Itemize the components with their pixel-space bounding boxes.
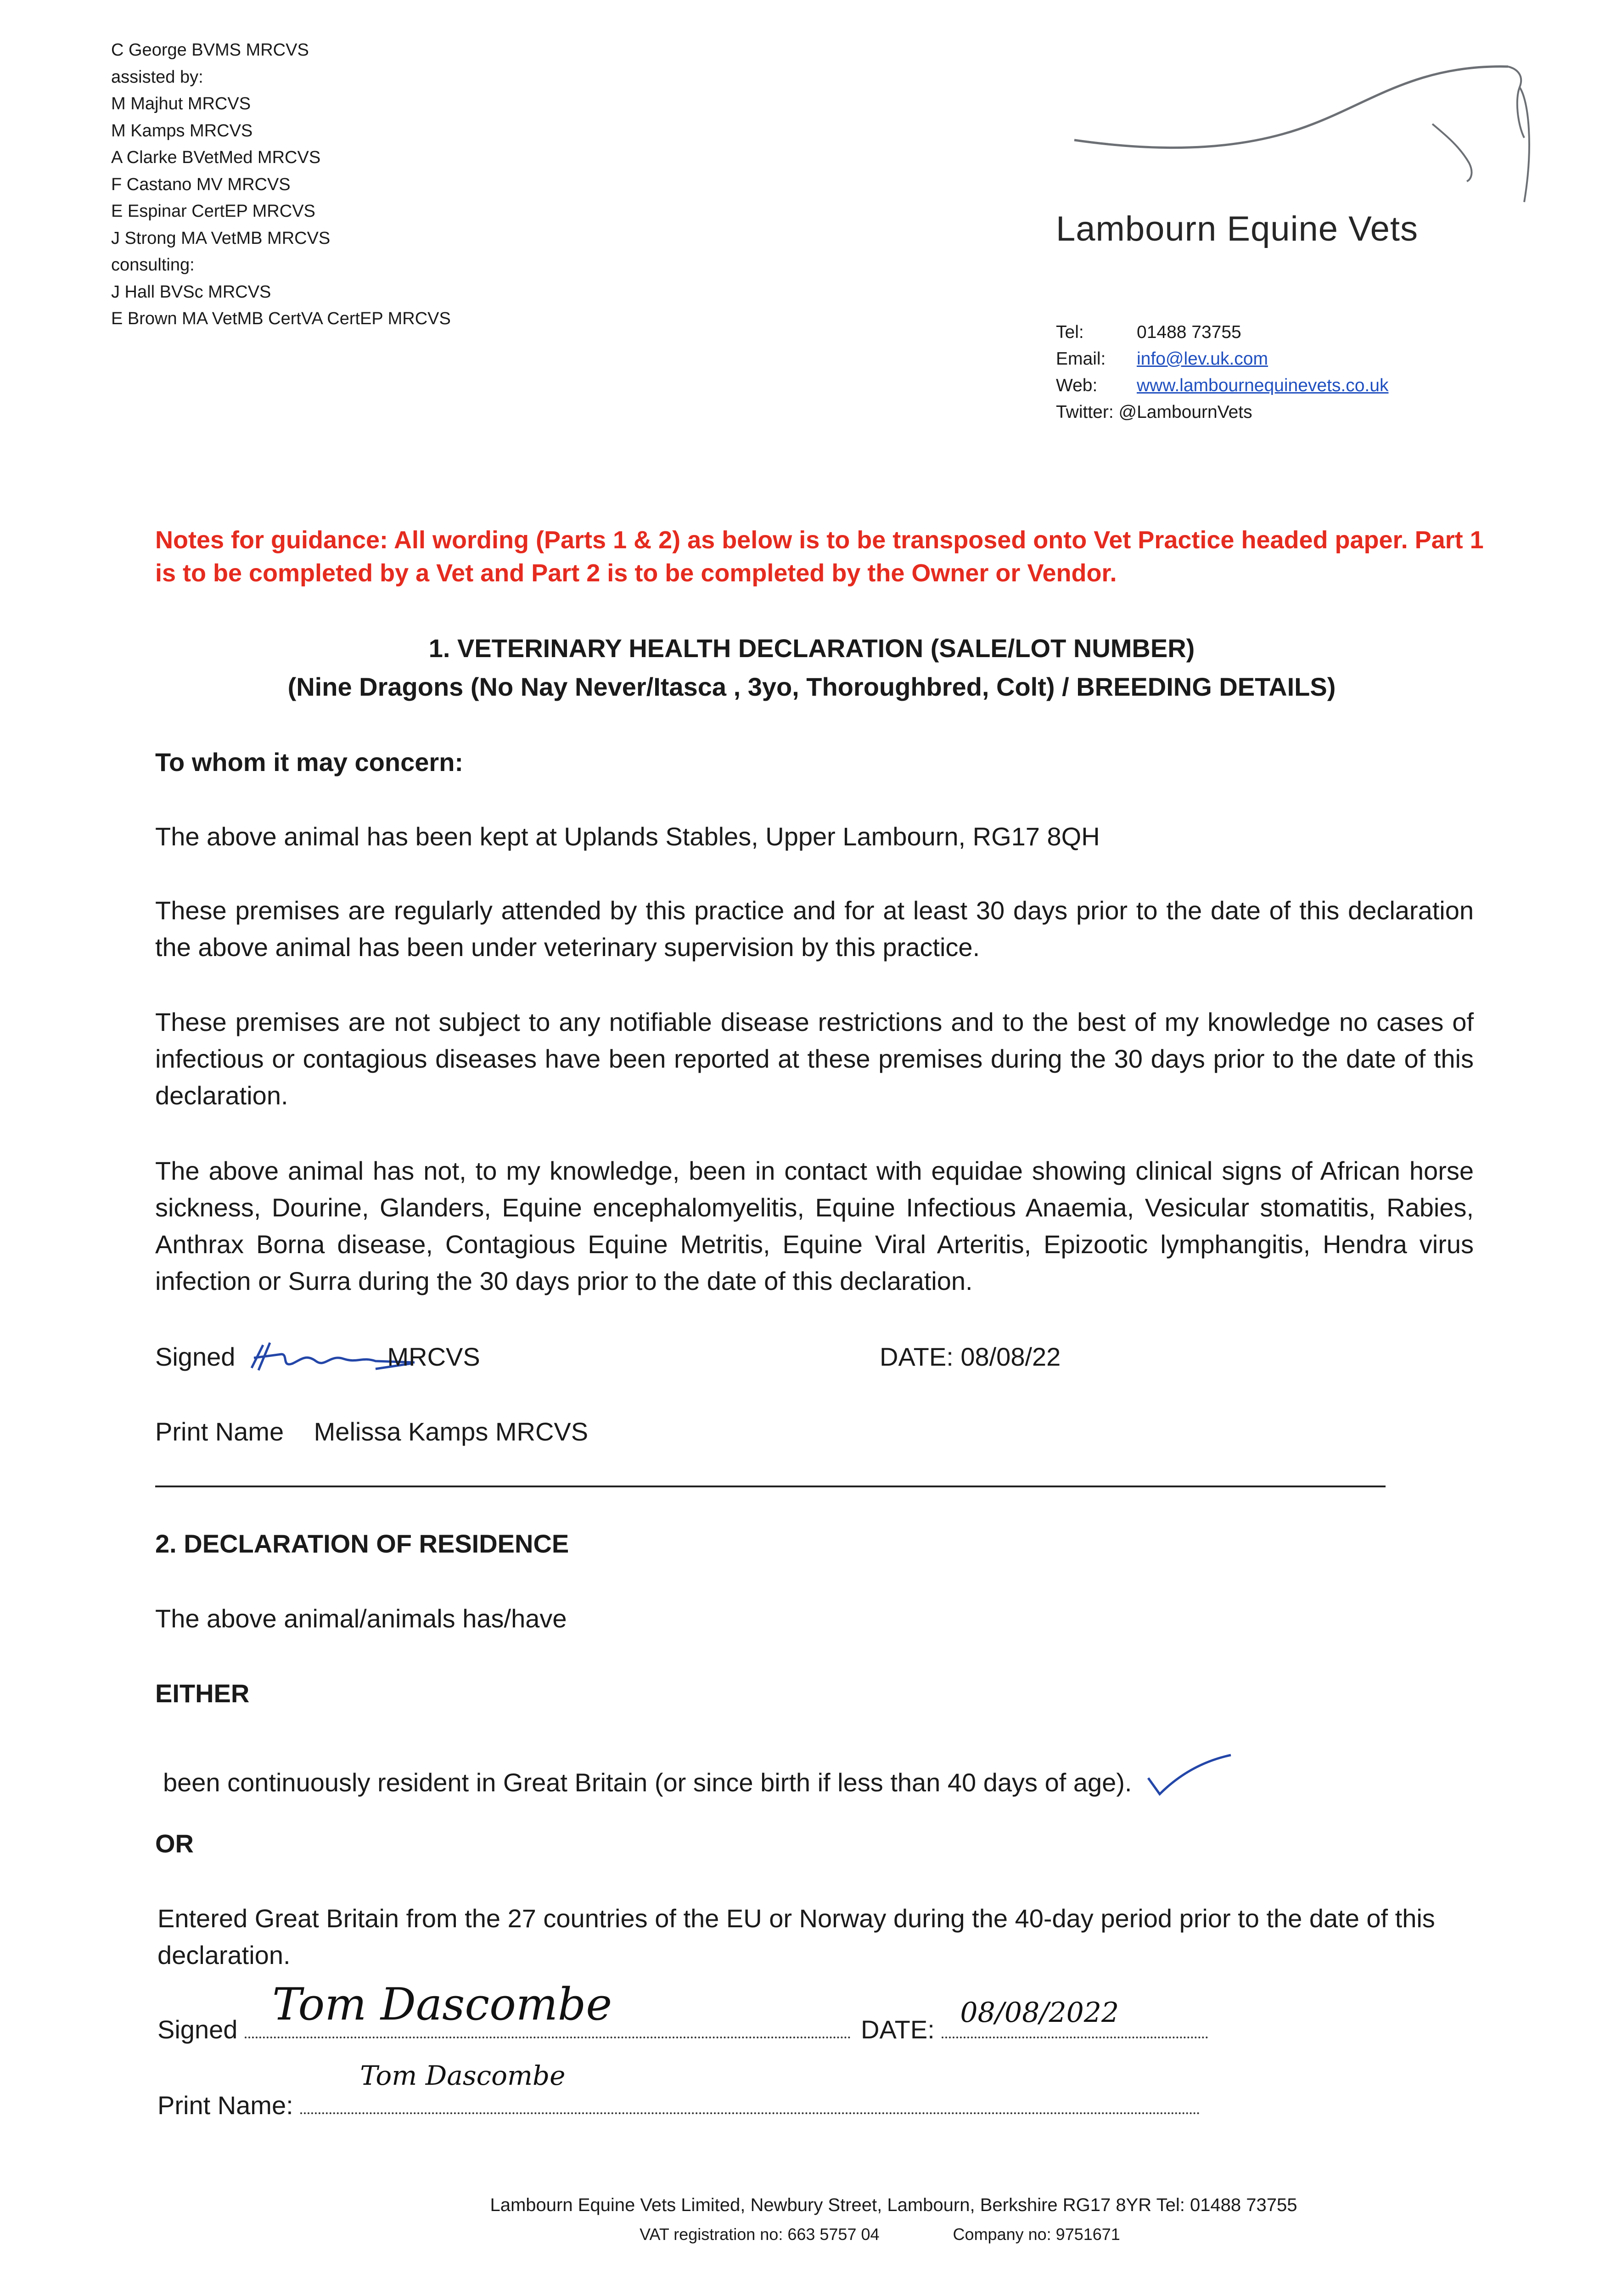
tel-label: Tel: xyxy=(1056,322,1084,342)
owner-print-label: Print Name: xyxy=(157,2091,293,2120)
either-label: EITHER xyxy=(155,1679,250,1708)
practice-name: Lambourn Equine Vets xyxy=(1056,209,1418,248)
owner-print-line xyxy=(300,2060,1200,2114)
staff-line: E Espinar CertEP MRCVS xyxy=(111,202,315,221)
guidance-note: Notes for guidance: All wording (Parts 1 & 2) as below is to be transposed onto Vet Practice headed paper. Part 1 is to be completed by a Vet and Part 2 is to be completed by the Owner or Vendor. xyxy=(155,526,1484,587)
date-value: 08/08/22 xyxy=(960,1342,1061,1371)
owner-print-row xyxy=(157,2060,1200,2124)
footer-vat: VAT registration no: 663 5757 04 xyxy=(640,2225,880,2244)
staff-line: consulting: xyxy=(111,255,195,275)
contact-block xyxy=(1056,319,1388,426)
staff-line: M Majhut MRCVS xyxy=(111,94,251,113)
owner-date-row xyxy=(861,1997,1208,2048)
footer-address: Lambourn Equine Vets Limited, Newbury Street, Lambourn, Berkshire RG17 8YR Tel: 01488 73755 xyxy=(490,2195,1297,2215)
staff-line: E Brown MA VetMB CertVA CertEP MRCVS xyxy=(111,309,451,328)
option2-text: Entered Great Britain from the 27 countries of the EU or Norway during the 40-day period prior to the date of this declaration. xyxy=(157,1904,1435,1970)
option1-row xyxy=(163,1750,1235,1801)
signed-label: Signed xyxy=(155,1342,236,1371)
web-link[interactable]: www.lambournequinevets.co.uk xyxy=(1137,376,1389,395)
email-link[interactable]: info@lev.uk.com xyxy=(1137,349,1268,369)
vet-date-row xyxy=(880,1339,1061,1375)
print-label: Print Name xyxy=(155,1417,284,1446)
salutation: To whom it may concern: xyxy=(155,748,464,777)
checkmark-icon xyxy=(1144,1750,1235,1801)
staff-line: A Clarke BVetMed MRCVS xyxy=(111,148,321,167)
owner-date-value: 08/08/2022 xyxy=(960,1997,1119,2029)
twitter-handle: Twitter: @LambournVets xyxy=(1056,402,1252,422)
footer-registration xyxy=(69,2225,1622,2244)
owner-signed-row xyxy=(157,1979,851,2048)
vet-print-row xyxy=(155,1413,588,1450)
date-label: DATE: xyxy=(880,1342,954,1371)
owner-signed-label: Signed xyxy=(157,2015,238,2044)
vet-signed-row xyxy=(155,1339,480,1377)
owner-signature-line xyxy=(245,1979,851,2038)
paragraph-diseases: The above animal has not, to my knowledge, been in contact with equidae showing clinical signs of African horse sickness, Dourine, Glanders, Equine encephalomyelitis, Equine Infectious Anaemia, Vesicular stomatitis, Rabies, Anthrax Borna disease, Contagious Equine Metritis, Equine Viral Arteritis, Epizootic lymphangitis, Hendra virus infection or Surra during the 30 days prior to the date of this declaration. xyxy=(155,1156,1474,1295)
signed-suffix: MRCVS xyxy=(387,1342,480,1371)
section-divider xyxy=(155,1486,1386,1487)
part1-title-line1: 1. VETERINARY HEALTH DECLARATION (SALE/LOT NUMBER) xyxy=(428,634,1195,663)
owner-print-value: Tom Dascombe xyxy=(360,2060,566,2091)
owner-date-label: DATE: xyxy=(861,2015,935,2044)
part2-intro: The above animal/animals has/have xyxy=(155,1604,567,1633)
footer-company: Company no: 9751671 xyxy=(953,2225,1120,2244)
staff-line: assisted by: xyxy=(111,67,203,87)
staff-line: J Hall BVSc MRCVS xyxy=(111,282,271,302)
staff-line: C George BVMS MRCVS xyxy=(111,40,309,60)
staff-line: J Strong MA VetMB MRCVS xyxy=(111,228,331,248)
owner-date-line xyxy=(942,1997,1208,2038)
web-label: Web: xyxy=(1056,376,1098,395)
paragraph-supervision: These premises are regularly attended by this practice and for at least 30 days prior to the date of this declaration the above animal has been under veterinary supervision by this practice. xyxy=(155,896,1474,962)
or-label: OR xyxy=(155,1829,194,1858)
print-value: Melissa Kamps MRCVS xyxy=(314,1417,589,1446)
option1-text: been continuously resident in Great Britain (or since birth if less than 40 days of age). xyxy=(163,1768,1132,1797)
part1-title-line2: (Nine Dragons (No Nay Never/Itasca , 3yo, Thoroughbred, Colt) / BREEDING DETAILS) xyxy=(287,672,1336,701)
staff-line: M Kamps MRCVS xyxy=(111,121,253,141)
staff-list xyxy=(111,37,451,332)
staff-line: F Castano MV MRCVS xyxy=(111,174,291,194)
email-label: Email: xyxy=(1056,349,1106,369)
owner-signature: Tom Dascombe xyxy=(272,1979,612,2030)
paragraph-restrictions: These premises are not subject to any notifiable disease restrictions and to the best of my knowledge no cases of infectious or contagious diseases have been reported at these premises during the 30 days prior to the date of this declaration. xyxy=(155,1007,1474,1110)
part2-title: 2. DECLARATION OF RESIDENCE xyxy=(155,1529,569,1558)
tel-value: 01488 73755 xyxy=(1137,322,1241,342)
paragraph-kept-at: The above animal has been kept at Uplands Stables, Upper Lambourn, RG17 8QH xyxy=(155,822,1100,851)
part1-title xyxy=(155,629,1468,706)
